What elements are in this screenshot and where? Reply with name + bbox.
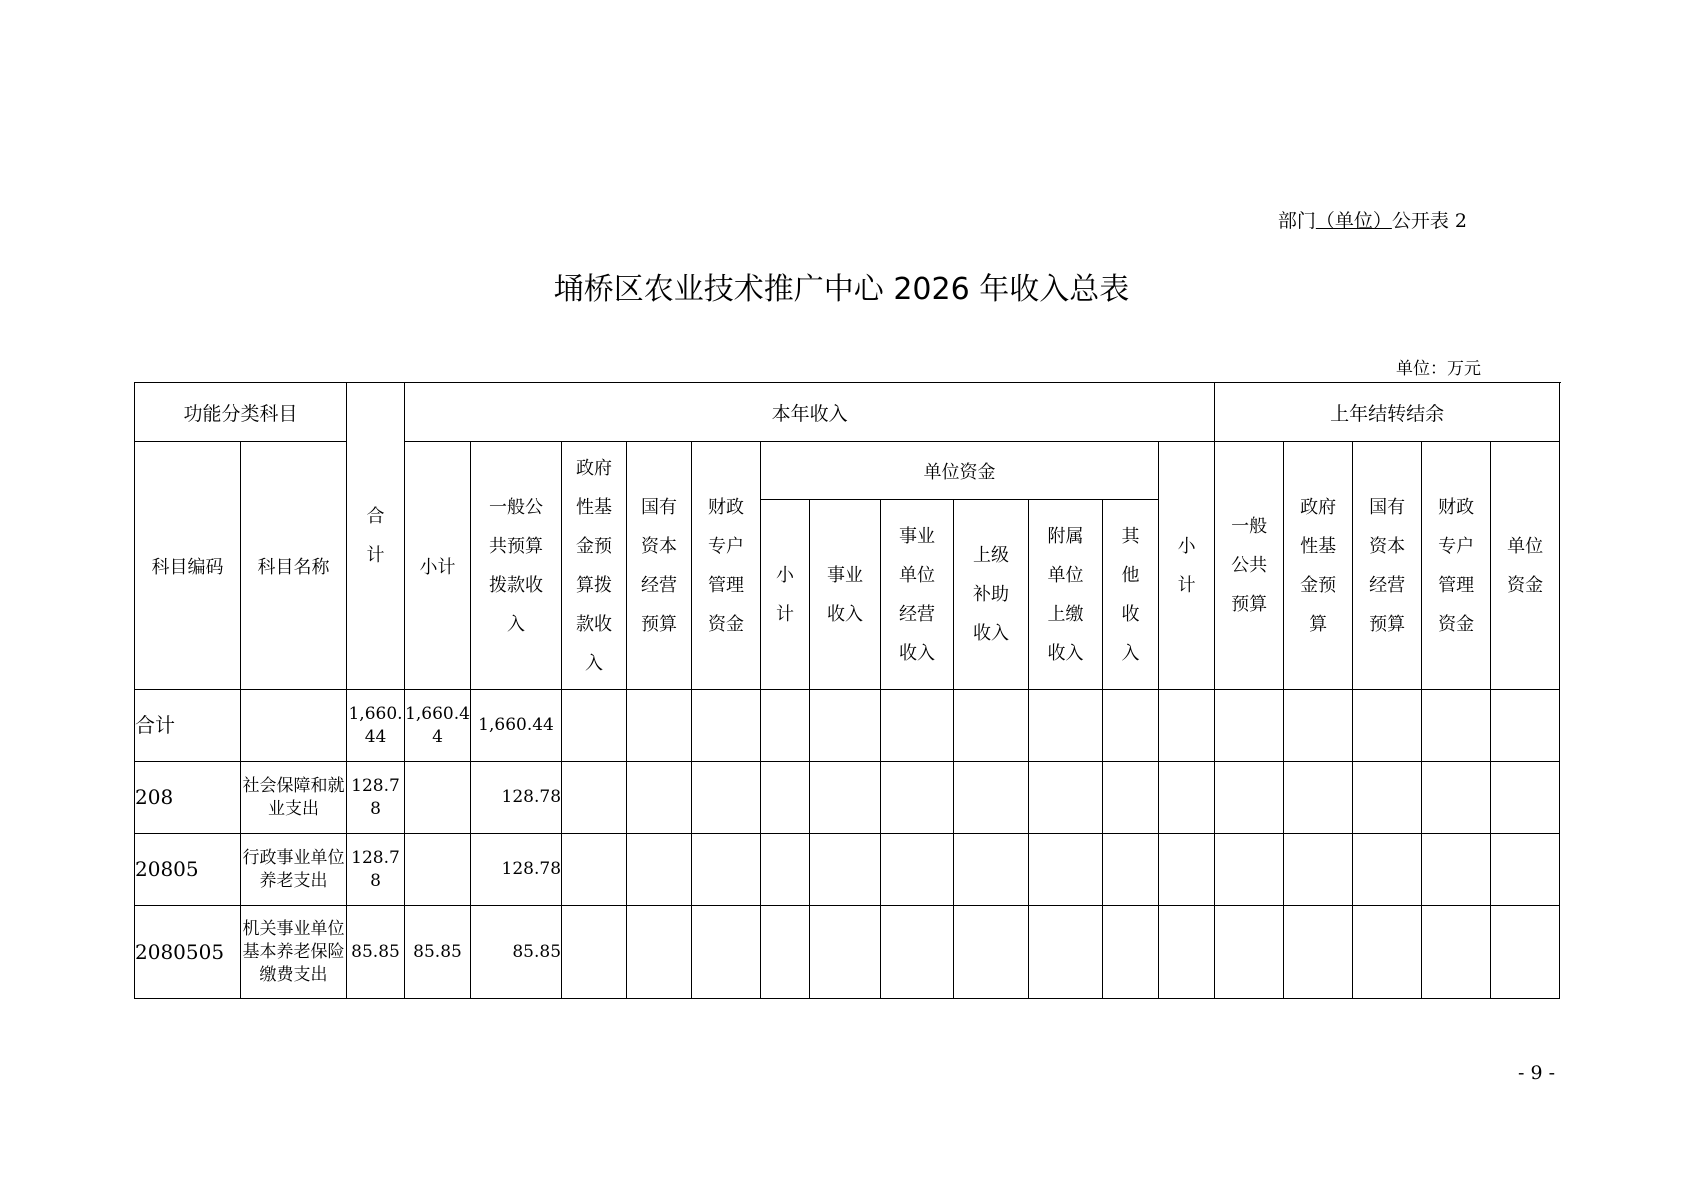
- page-title: 埇桥区农业技术推广中心 2026 年收入总表: [553, 272, 1130, 307]
- cell-name: 社会保障和就业支出: [241, 762, 347, 834]
- header-affiliated-remittance: 附属 单位 上缴 收入: [1029, 500, 1103, 690]
- table-number-label: [1278, 206, 1467, 233]
- corner-suffix: 公开表 2: [1391, 210, 1467, 232]
- cell-subtotal: [405, 762, 471, 834]
- header-current-year-income: 本年收入: [405, 383, 1215, 442]
- cell-general-budget: 128.78: [471, 762, 562, 834]
- table-row: [135, 834, 1560, 906]
- header-prior-year-carryover: 上年结转结余: [1215, 383, 1560, 442]
- header-unit-funds-subtotal: 小 计: [761, 500, 810, 690]
- cell-general-budget: 128.78: [471, 834, 562, 906]
- cell-total: 1,660.44: [347, 690, 405, 762]
- cell-total: 85.85: [347, 906, 405, 999]
- header-subject-name: 科目名称: [241, 442, 347, 690]
- table-row: [135, 762, 1560, 834]
- header-prior-general-budget: 一般 公共 预算: [1215, 442, 1284, 690]
- header-prior-state-capital: 国有 资本 经营 预算: [1353, 442, 1422, 690]
- cell-code: 208: [135, 762, 241, 834]
- header-state-capital-budget: 国有 资本 经营 预算: [627, 442, 692, 690]
- cell-subtotal: 85.85: [405, 906, 471, 999]
- header-prior-unit-funds: 单位 资金: [1491, 442, 1560, 690]
- header-business-income: 事业 收入: [810, 500, 881, 690]
- header-current-subtotal: 小计: [405, 442, 471, 690]
- corner-prefix: 部门: [1277, 210, 1316, 232]
- cell-general-budget: 1,660.44: [471, 690, 562, 762]
- cell-name: 行政事业单位养老支出: [241, 834, 347, 906]
- header-operating-income: 事业 单位 经营 收入: [881, 500, 954, 690]
- cell-total: 128.78: [347, 834, 405, 906]
- cell-name: 机关事业单位基本养老保险缴费支出: [241, 906, 347, 999]
- cell-name: [241, 690, 347, 762]
- income-summary-table: [134, 382, 1560, 999]
- header-other-income: 其 他 收 入: [1103, 500, 1159, 690]
- header-unit-funds: 单位资金: [761, 442, 1159, 500]
- header-prior-gov-fund: 政府 性基 金预 算: [1284, 442, 1353, 690]
- header-subject-code: 科目编码: [135, 442, 241, 690]
- header-special-account-funds: 财政 专户 管理 资金: [692, 442, 761, 690]
- header-superior-subsidy: 上级 补助 收入: [954, 500, 1029, 690]
- header-prior-subtotal: 小 计: [1159, 442, 1215, 690]
- cell-general-budget: 85.85: [471, 906, 562, 999]
- header-functional-classification: 功能分类科目: [135, 383, 347, 442]
- table-row: [135, 906, 1560, 999]
- cell-subtotal: 1,660.44: [405, 690, 471, 762]
- cell-code: 2080505: [135, 906, 241, 999]
- table-row: [135, 690, 1560, 762]
- unit-label: 单位：万元: [1396, 359, 1481, 379]
- header-prior-special-account: 财政 专户 管理 资金: [1422, 442, 1491, 690]
- header-total: 合 计: [347, 383, 405, 690]
- cell-code: 20805: [135, 834, 241, 906]
- header-general-budget: 一般公 共预算 拨款收 入: [471, 442, 562, 690]
- corner-unit: （单位）: [1315, 210, 1392, 232]
- page-number: - 9 -: [1517, 1062, 1555, 1084]
- cell-code: 合计: [135, 690, 241, 762]
- cell-total: 128.78: [347, 762, 405, 834]
- cell-subtotal: [405, 834, 471, 906]
- header-gov-fund-budget: 政府 性基 金预 算拨 款收 入: [562, 442, 627, 690]
